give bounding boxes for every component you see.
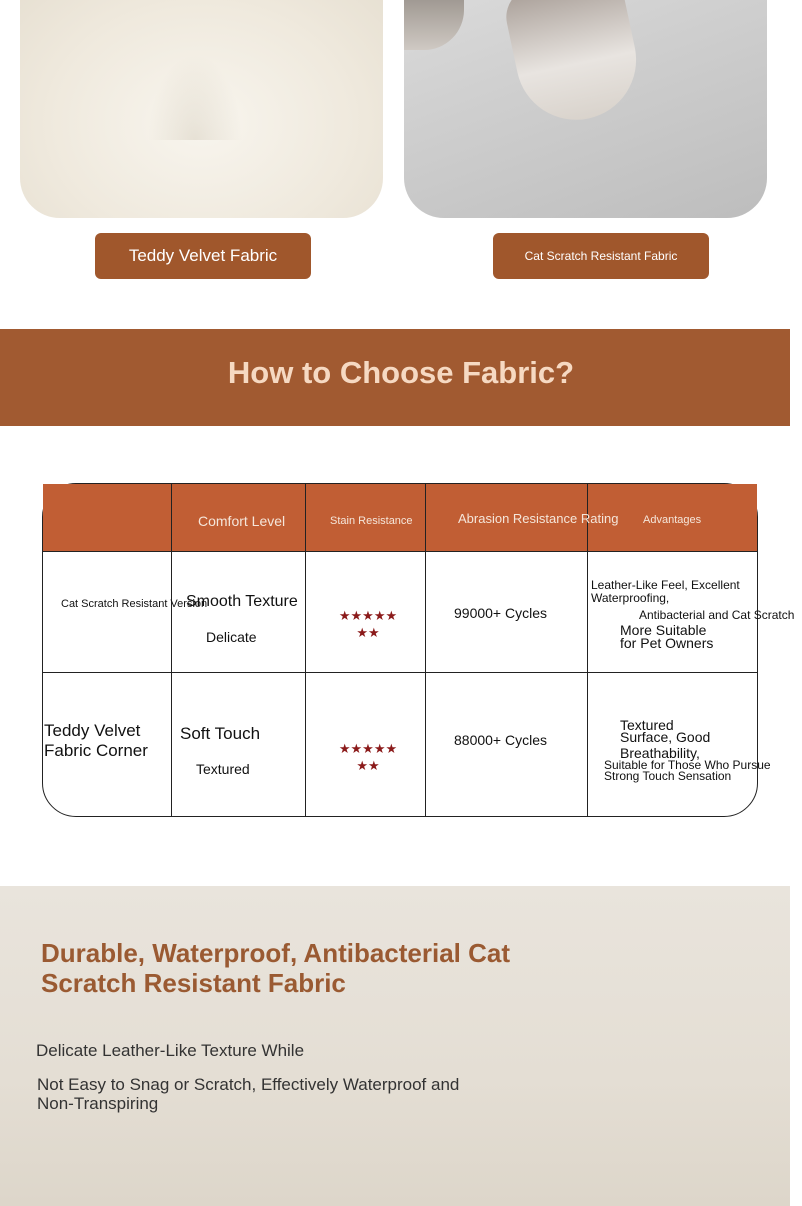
header-advantages: Advantages	[643, 514, 702, 526]
row1-adv-line5: for Pet Owners	[620, 635, 714, 651]
feature-line-2a: Not Easy to Snag or Scratch, Effectively Waterproof and	[37, 1075, 460, 1094]
column-divider	[425, 484, 426, 816]
fabric-comparison-table	[42, 483, 795, 817]
row2-adv-line4: Suitable for Those Who Pursue	[604, 758, 771, 772]
row1-adv-line2: Waterproofing,	[591, 591, 670, 605]
cat-scratch-fabric-button[interactable]	[493, 233, 709, 279]
feature-title: Durable, Waterproof, Antibacterial Cat Scratch Resistant Fabric	[41, 938, 511, 998]
row-divider	[43, 551, 757, 552]
row2-comfort-sub: Textured	[196, 761, 250, 777]
row2-adv-line3: Breathability,	[620, 745, 700, 761]
row2-comfort-main: Soft Touch	[180, 724, 261, 743]
cat-scratch-fabric-image	[404, 0, 767, 218]
row2-stain-rating-stars	[328, 740, 408, 774]
star-line: ★★★★★	[338, 608, 398, 623]
cat-paw-image	[501, 0, 647, 131]
star-line: ★★	[356, 758, 380, 773]
section-heading-band	[0, 329, 790, 426]
column-divider	[171, 484, 172, 816]
cat-scratch-fabric-label: Cat Scratch Resistant Fabric	[524, 249, 678, 263]
row1-stain-rating-stars	[328, 607, 408, 641]
row2-adv-line5: Strong Touch Sensation	[604, 769, 732, 783]
feature-line-2b: Non-Transpiring	[37, 1094, 159, 1113]
star-line: ★★★★★	[338, 741, 398, 756]
row1-comfort-main: Smooth Texture	[186, 593, 298, 610]
header-abrasion-resistance: Abrasion Resistance Rating	[458, 511, 619, 526]
row2-abrasion: 88000+ Cycles	[454, 732, 548, 748]
row1-adv-line3: Antibacterial and Cat Scratch	[639, 608, 795, 622]
row1-adv-line4: More Suitable	[620, 622, 707, 638]
row-divider	[43, 672, 757, 673]
column-divider	[305, 484, 306, 816]
row2-name-line1: Teddy Velvet	[44, 721, 141, 740]
row2-adv-line1: Textured	[620, 717, 674, 733]
header-comfort-level: Comfort Level	[198, 513, 286, 529]
row1-adv-line1: Leather-Like Feel, Excellent	[591, 578, 740, 592]
row2-name-line2: Fabric Corner	[44, 741, 148, 760]
cat-leg-image	[404, 0, 464, 50]
feature-banner	[0, 886, 790, 1206]
column-divider	[587, 484, 588, 816]
section-title: How to Choose Fabric?	[227, 355, 575, 390]
row1-comfort-sub: Delicate	[206, 629, 257, 645]
star-line: ★★	[356, 625, 380, 640]
row2-adv-line2: Surface, Good	[620, 729, 711, 745]
row1-abrasion: 99000+ Cycles	[454, 605, 548, 621]
header-stain-resistance: Stain Resistance	[330, 515, 413, 527]
row1-name: Cat Scratch Resistant Version	[61, 598, 208, 610]
teddy-velvet-fabric-label: Teddy Velvet Fabric	[128, 246, 278, 265]
feature-line-1: Delicate Leather-Like Texture While	[36, 1041, 305, 1060]
teddy-velvet-fabric-image	[20, 0, 383, 218]
teddy-velvet-fabric-button[interactable]	[95, 233, 311, 279]
